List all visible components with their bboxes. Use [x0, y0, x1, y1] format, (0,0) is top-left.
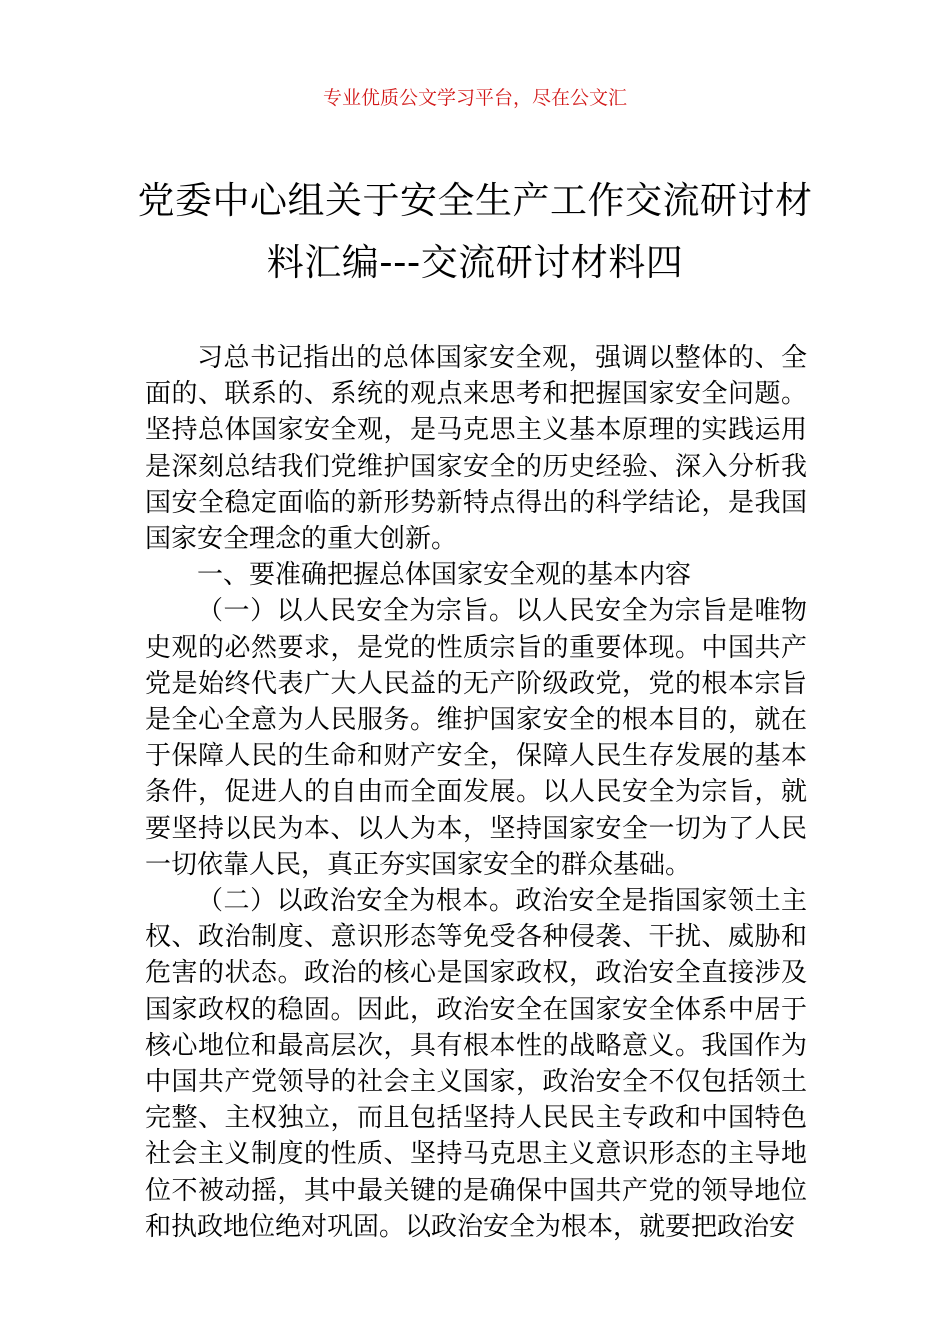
section-heading: 一、要准确把握总体国家安全观的基本内容 — [197, 560, 692, 591]
paragraph-political-security: （二）以政治安全为根本。政治安全是指国家领土主权、政治制度、意识形态等免受各种侵袭、干扰、威胁和危害的状态。政治的核心是国家政权，政治安全直接涉及国家政权的稳固。因此，政治安全在国家安全体系中居于核心地位和最高层次，具有根本性的战略意义。我国作为中国共产党领导的社会主义国家，政治安全不仅包括领土完整、主权独立，而且包括坚持人民民主专政和中国特色社会主义制度的性质、坚持马克思主义意识形态的主导地位不被动摇，其中最关键的是确保中国共产党的领导地位和执政地位绝对巩固。以政治安全为根本，就要把政治安 — [145, 886, 807, 1242]
paragraph-intro: 习总书记指出的总体国家安全观，强调以整体的、全面的、联系的、系统的观点来思考和把握国家安全问题。坚持总体国家安全观，是马克思主义基本原理的实践运用是深刻总结我们党维护国家安全的历史经验、深入分析我国安全稳定面临的新形势新特点得出的科学结论，是我国国家安全理念的重大创新。 — [145, 343, 807, 555]
document-body — [145, 340, 807, 1245]
document-title: 党委中心组关于安全生产工作交流研讨材料汇编---交流研讨材料四 — [137, 179, 813, 284]
paragraph-people-security: （一）以人民安全为宗旨。以人民安全为宗旨是唯物史观的必然要求，是党的性质宗旨的重要体现。中国共产党是始终代表广大人民益的无产阶级政党，党的根本宗旨是全心全意为人民服务。维护国家安全的根本目的，就在于保障人民的生命和财产安全，保障人民生存发展的基本条件，促进人的自由而全面发展。以人民安全为宗旨，就要坚持以民为本、以人为本，坚持国家安全一切为了人民一切依靠人民，真正夯实国家安全的群众基础。 — [145, 596, 807, 880]
site-banner: 专业优质公文学习平台，尽在公文汇 — [322, 87, 627, 109]
